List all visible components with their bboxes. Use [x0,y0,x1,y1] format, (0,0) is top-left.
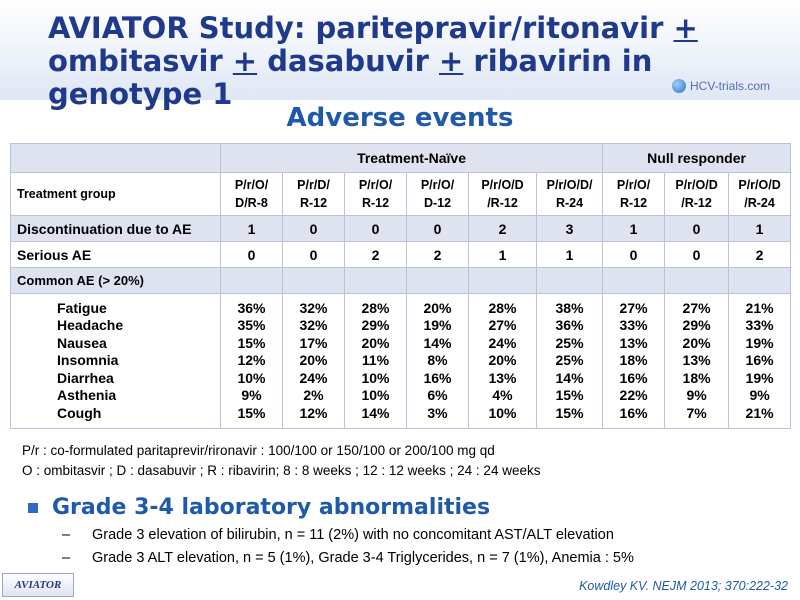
arm-label-line: R-12 [361,196,390,210]
value-cell: 1 [729,216,791,242]
ae-value: 20% [361,334,390,351]
ae-value: 20% [682,334,711,351]
ae-value: 24% [299,369,328,386]
ae-value: 27% [619,299,648,316]
dash-icon: – [62,550,71,566]
note-line: O : ombitasvir ; D : dasabuvir ; R : ribavirin; 8 : 8 weeks ; 12 : 12 weeks ; 24 : 24 weeks [22,463,541,478]
ae-value: 32% [299,299,328,316]
group-header-null: Null responder [603,144,791,173]
ae-value: 21% [745,299,774,316]
arm-label-line: P/r/O/D [675,178,718,192]
ae-name: Cough [57,404,102,421]
ae-value: 15% [555,387,584,404]
common-ae-values-cell [603,294,665,429]
ae-name: Insomnia [57,352,119,369]
value-stack [603,300,664,423]
arm-label-line: /R-12 [681,196,712,210]
ae-value: 20% [299,352,328,369]
ae-value: 29% [682,317,711,334]
ae-value: 32% [299,317,328,334]
value-stack [345,300,406,423]
ae-value: 9% [686,387,707,404]
ae-value: 29% [361,317,390,334]
value-cell: 2 [729,242,791,268]
treatment-arm-header [537,173,603,216]
value-cell: 3 [537,216,603,242]
value-cell: 0 [345,216,407,242]
ae-value: 16% [619,404,648,421]
sub-bullet [62,550,634,566]
treatment-arm-header [729,173,791,216]
ae-value: 28% [361,299,390,316]
value-cell: 1 [469,242,537,268]
globe-icon [672,79,686,93]
common-ae-values-cell [221,294,283,429]
logo-text: HCV-trials.com [689,79,770,93]
common-ae-values-cell [469,294,537,429]
value-cell: 0 [603,242,665,268]
arm-label-line: D/R-8 [235,196,268,210]
treatment-group-label: Treatment group [11,173,221,216]
ae-value: 28% [488,299,517,316]
ae-value: 12% [299,404,328,421]
ae-value: 4% [492,387,513,404]
value-stack [729,300,790,423]
ae-value: 24% [488,334,517,351]
value-stack [407,300,468,423]
ae-name: Diarrhea [57,369,114,386]
value-cell: 0 [665,242,729,268]
aviator-tag: AVIATOR [2,573,74,597]
treatment-arm-header [469,173,537,216]
value-stack [221,300,282,423]
ae-value: 2% [303,387,324,404]
ae-value: 10% [361,387,390,404]
ae-value: 33% [619,317,648,334]
ae-value: 12% [237,352,266,369]
row-label-discontinuation: Discontinuation due to AE [11,216,221,242]
empty-cell [221,268,283,294]
value-cell: 0 [221,242,283,268]
ae-value: 36% [555,317,584,334]
ae-name: Headache [57,317,124,334]
value-stack [283,300,344,423]
empty-cell [729,268,791,294]
empty-cell [345,268,407,294]
sub-bullet [62,527,614,543]
ae-name: Asthenia [57,387,117,404]
ae-value: 9% [749,387,770,404]
ae-value: 27% [682,299,711,316]
empty-cell [407,268,469,294]
common-ae-values-cell [537,294,603,429]
value-stack [469,300,536,423]
arm-label-line: P/r/O/ [616,178,651,192]
ae-value: 20% [423,299,452,316]
ae-value: 18% [682,369,711,386]
value-cell: 1 [537,242,603,268]
ae-name: Nausea [57,334,107,351]
ae-value: 9% [241,387,262,404]
ae-value: 19% [423,317,452,334]
value-stack [665,300,728,423]
ae-value: 36% [237,299,266,316]
empty-cell [469,268,537,294]
row-label-common-ae: Common AE (> 20%) [11,268,221,294]
ae-value: 22% [619,387,648,404]
value-cell: 2 [407,242,469,268]
treatment-arm-header [407,173,469,216]
adverse-events-table [10,143,791,429]
arm-label-line: P/r/O/ [420,178,455,192]
dash-icon: – [62,527,71,543]
note-line: P/r : co-formulated paritaprevir/rironavir : 100/100 or 150/100 or 200/100 mg qd [22,443,495,458]
ae-value: 15% [555,404,584,421]
ae-value: 35% [237,317,266,334]
ae-value: 19% [745,334,774,351]
arm-label-line: P/r/O/D [738,178,781,192]
sub-bullet-text: Grade 3 ALT elevation, n = 5 (1%), Grade 3-4 Triglycerides, n = 7 (1%), Anemia : 5% [92,550,634,566]
ae-value: 19% [745,369,774,386]
header-blank-cell [11,144,221,173]
ae-value: 10% [488,404,517,421]
logo [672,76,770,96]
ae-value: 15% [237,404,266,421]
ae-value: 14% [361,404,390,421]
arm-label-line: P/r/O/D/ [546,178,593,192]
ae-value: 11% [361,352,390,369]
treatment-arm-header [665,173,729,216]
ae-value: 25% [555,352,584,369]
slide-title: AVIATOR Study: paritepravir/ritonavir + ombitasvir + dasabuvir + ribavirin in genotype 1 [48,11,698,111]
ae-value: 27% [488,317,517,334]
value-cell: 1 [221,216,283,242]
value-cell: 1 [603,216,665,242]
ae-value: 13% [619,334,648,351]
ae-value: 10% [361,369,390,386]
ae-value: 21% [745,404,774,421]
ae-value: 10% [237,369,266,386]
common-ae-names-cell [11,294,221,429]
treatment-arm-header [603,173,665,216]
abbreviation-notes [22,441,540,481]
arm-label-line: P/r/D/ [297,178,330,192]
value-cell: 0 [283,242,345,268]
treatment-arm-header [283,173,345,216]
ae-value: 13% [488,369,517,386]
reference: Kowdley KV. NEJM 2013; 370:222-32 [579,579,788,593]
ae-value: 15% [237,334,266,351]
ae-value: 20% [488,352,517,369]
ae-name: Fatigue [57,299,107,316]
ae-value: 33% [745,317,774,334]
common-ae-values-cell [665,294,729,429]
ae-value: 6% [427,387,448,404]
empty-cell [537,268,603,294]
ae-value: 7% [686,404,707,421]
arm-label-line: P/r/O/ [358,178,393,192]
sub-bullet-text: Grade 3 elevation of bilirubin, n = 11 (2%) with no concomitant AST/ALT elevation [92,527,614,543]
ae-value: 16% [745,352,774,369]
value-cell: 0 [407,216,469,242]
arm-label-line: D-12 [423,196,452,210]
arm-label-line: /R-24 [744,196,775,210]
value-cell: 2 [469,216,537,242]
value-cell: 0 [665,216,729,242]
arm-label-line: P/r/O/ [234,178,269,192]
common-ae-values-cell [283,294,345,429]
ae-value: 38% [555,299,584,316]
arm-label-line: R-12 [299,196,328,210]
ae-value: 17% [299,334,328,351]
ae-value: 14% [423,334,452,351]
group-header-naive: Treatment-Naïve [221,144,603,173]
ae-value: 13% [682,352,711,369]
empty-cell [283,268,345,294]
bullet-heading [28,495,490,520]
value-stack [537,300,602,423]
common-ae-values-cell [407,294,469,429]
common-ae-values-cell [345,294,407,429]
arm-label-line: /R-12 [487,196,518,210]
empty-cell [603,268,665,294]
arm-label-line: P/r/O/D [481,178,524,192]
arm-label-line: R-24 [555,196,584,210]
ae-value: 18% [619,352,648,369]
ae-value: 8% [427,352,448,369]
ae-value: 16% [619,369,648,386]
treatment-arm-header [221,173,283,216]
bullet-title: Grade 3-4 laboratory abnormalities [52,495,491,520]
empty-cell [665,268,729,294]
arm-label-line: R-12 [620,196,648,210]
ae-value: 3% [427,404,448,421]
ae-value: 16% [423,369,452,386]
value-cell: 2 [345,242,407,268]
ae-value: 14% [555,369,584,386]
common-ae-values-cell [729,294,791,429]
treatment-arm-header [345,173,407,216]
section-title: Adverse events [286,103,514,133]
ae-value: 25% [555,334,584,351]
square-bullet-icon [28,503,38,513]
value-cell: 0 [283,216,345,242]
row-label-serious-ae: Serious AE [11,242,221,268]
